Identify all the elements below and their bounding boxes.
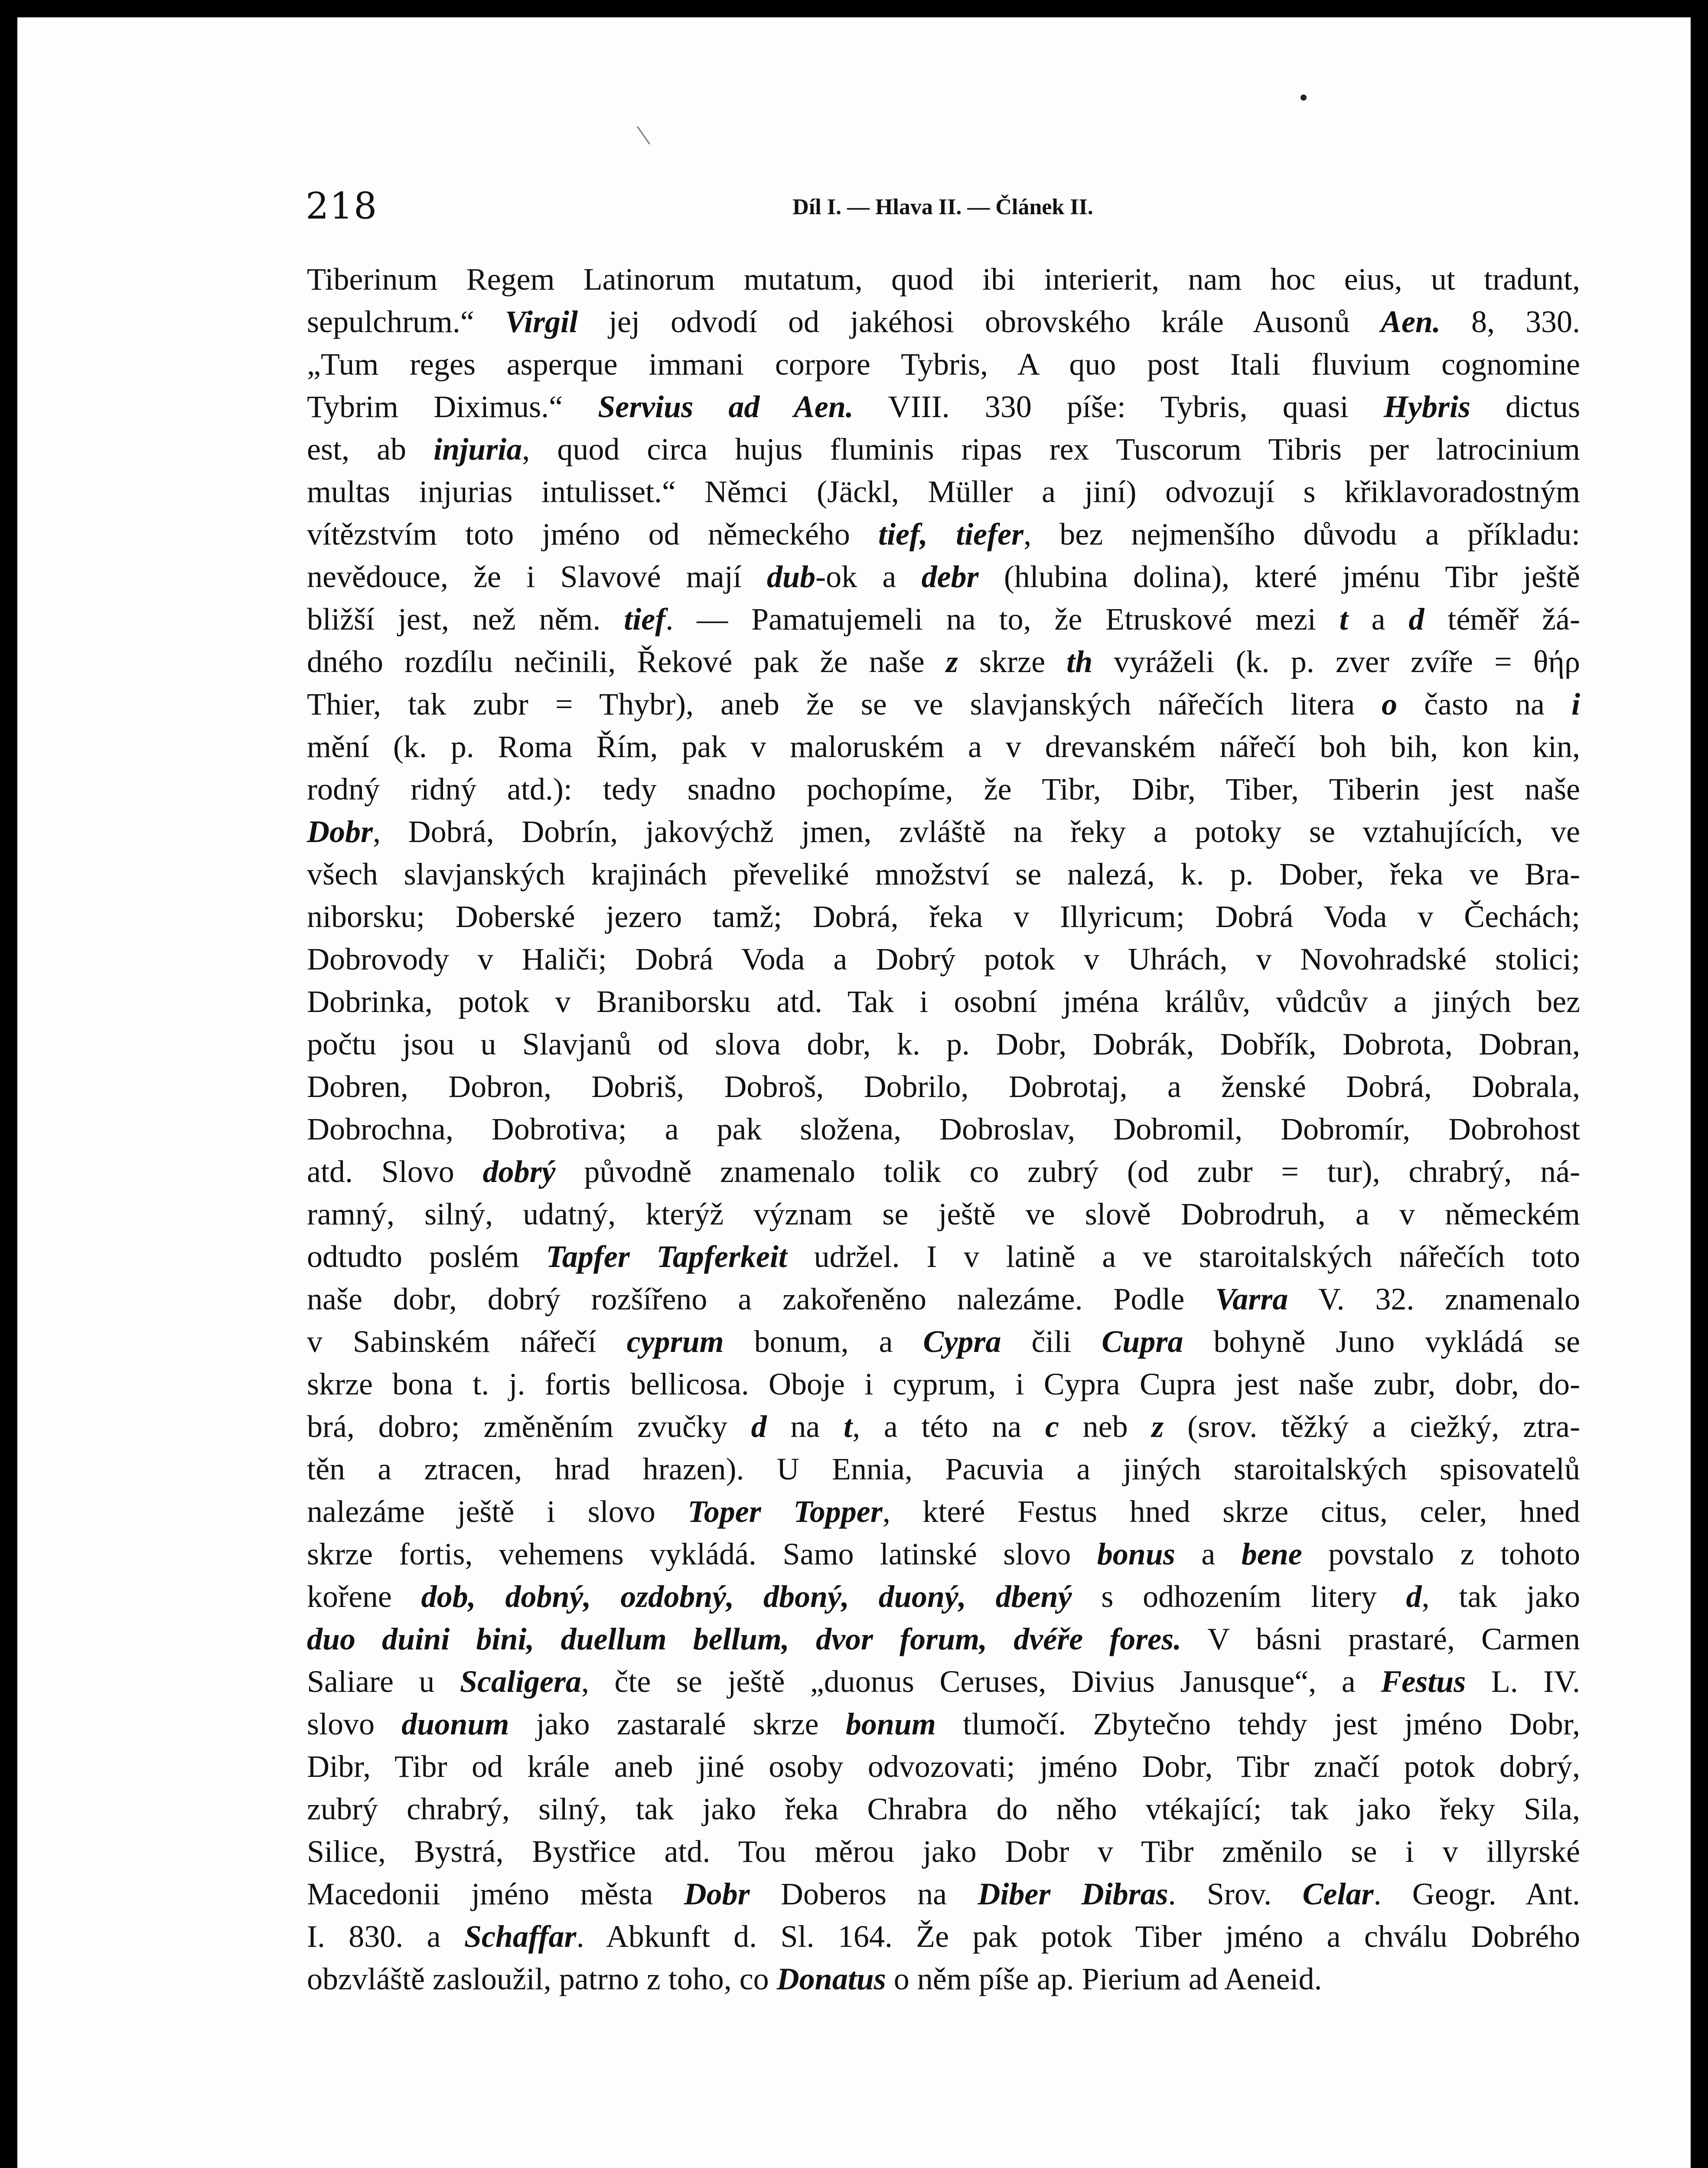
text-run: 8, 330. [1440,304,1581,339]
text-run: ramný, silný, udatný, kterýž význam se ještě ve slově Dobrodruh, a v německém [307,1197,1580,1231]
text-run: povstalo z tohoto [1302,1537,1580,1571]
text-run: . — Pamatujemeli na to, že Etruskové mezi [665,602,1340,637]
text-line [307,343,1580,385]
text-line [307,1065,1580,1108]
text-run: o něm píše ap. Pierium ad Aeneid. [886,1962,1322,1996]
emphasized-text: bonus [1097,1537,1175,1571]
text-line [307,513,1580,555]
text-line [307,1235,1580,1278]
text-line [307,1618,1580,1660]
text-run: jako zastaralé skrze [509,1707,846,1741]
text-run: atd. Slovo [307,1154,483,1189]
text-run: Silice, Bystrá, Bystřice atd. Tou měrou jako Dobr v Tibr změnilo se i v illyrské [307,1834,1580,1869]
text-line [307,810,1580,853]
emphasized-text: Servius ad Aen. [598,389,854,424]
text-run: niborsku; Doberské jezero tamž; Dobrá, řeka v Illyricum; Dobrá Voda v Čechách; [307,899,1580,934]
emphasized-text: t [844,1409,853,1444]
text-run: vyráželi (k. p. zver zvíře = θήρ [1092,644,1580,679]
text-line [307,1490,1580,1533]
text-run: -ok a [815,559,922,594]
text-run: Dobrochna, Dobrotiva; a pak složena, Dobroslav, Dobromil, Dobromír, Dobrohost [307,1112,1580,1146]
text-line [307,470,1580,513]
text-run: nalezáme ještě i slovo [307,1494,688,1529]
text-line [307,1150,1580,1193]
text-run: skrze fortis, vehemens vykládá. Samo latinské slovo [307,1537,1097,1571]
emphasized-text: z [945,644,958,679]
emphasized-text: Schaffar [464,1919,577,1954]
emphasized-text: tief [624,602,666,637]
emphasized-text: dob, dobný, ozdobný, dboný, duoný, dbený [421,1579,1072,1614]
text-run: sepulchrum.“ [307,304,505,339]
text-run: , a této na [852,1409,1045,1444]
emphasized-text: duonum [401,1707,509,1741]
text-run: VIII. 330 píše: Tybris, quasi [853,389,1384,424]
text-line [307,1575,1580,1618]
text-run: . Abkunft d. Sl. 164. Že pak potok Tiber jméno a chválu Dobrého [576,1919,1580,1954]
text-run: skrze [958,644,1067,679]
text-line [307,938,1580,980]
emphasized-text: i [1571,687,1580,722]
text-run: Saliare u [307,1664,460,1699]
text-run: , tak jako [1421,1579,1581,1614]
emphasized-text: bonum [845,1707,936,1741]
emphasized-text: c [1045,1409,1059,1444]
text-run: naše dobr, dobrý rozšířeno a zakořeněno nalezáme. Podle [307,1282,1216,1316]
text-line [307,300,1580,343]
emphasized-text: cyprum [626,1324,724,1359]
emphasized-text: d [1408,602,1424,637]
emphasized-text: t [1339,602,1348,637]
text-run: udržel. I v latině a ve staroitalských nářečích toto [787,1239,1580,1274]
page-number: 218 [306,185,378,227]
text-run: a [1175,1537,1242,1571]
body-text [307,258,1580,2000]
emphasized-text: Cupra [1102,1324,1183,1359]
text-line [307,1745,1580,1788]
text-line [307,768,1580,810]
text-run: „Tum reges asperque immani corpore Tybris, A quo post Itali fluvium cognomine [307,347,1580,382]
text-run: multas injurias intulisset.“ Němci (Jäckl, Müller a jiní) odvozují s křiklavoradostným [307,474,1580,509]
emphasized-text: Celar [1302,1877,1374,1911]
text-line [307,1703,1580,1745]
text-run: bližší jest, než něm. [307,602,624,637]
text-line [307,980,1580,1023]
emphasized-text: Hybris [1383,389,1470,424]
text-run: , čte se ještě „duonus Ceruses, Divius Janusque“, a [581,1664,1381,1699]
text-line [307,1278,1580,1320]
text-run: obzvláště zasloužil, patrno z toho, co [307,1962,777,1996]
emphasized-text: Cypra [923,1324,1001,1359]
text-run: bonum, a [724,1324,923,1359]
text-run: jej odvodí od jakéhosi obrovského krále Ausonů [578,304,1381,339]
text-run: Macedonii jméno města [307,1877,684,1911]
text-run: brá, dobro; změněním zvučky [307,1409,751,1444]
emphasized-text: debr [921,559,979,594]
text-run: . Geogr. Ant. [1373,1877,1581,1911]
emphasized-text: Scaligera [460,1664,581,1699]
text-line [307,1320,1580,1363]
text-run: bohyně Juno vykládá se [1183,1324,1581,1359]
text-line [307,895,1580,938]
text-line [307,385,1580,428]
emphasized-text: Aen. [1380,304,1441,339]
text-run: V básni prastaré, Carmen [1181,1622,1581,1656]
text-run: Thier, tak zubr = Thybr), aneb že se ve slavjanských nářečích litera [307,687,1382,722]
text-line [307,1405,1580,1448]
emphasized-text: tief, tiefer [878,517,1024,552]
paper-scratch [637,126,650,145]
text-run: všech slavjanských krajinách převeliké množství se nalezá, k. p. Dober, řeka ve Bra- [307,857,1580,891]
text-run: (srov. těžký a ciežký, ztra- [1164,1409,1580,1444]
text-run: Tiberinum Regem Latinorum mutatum, quod ibi interierit, nam hoc eius, ut tradunt, [307,262,1580,297]
text-run: Doberos na [750,1877,978,1911]
text-run: V. 32. znamenalo [1288,1282,1581,1316]
text-line [307,1873,1580,1915]
text-line [307,598,1580,640]
text-run: dictus [1470,389,1581,424]
emphasized-text: Diber Dibras [978,1877,1168,1911]
text-line [307,1788,1580,1830]
text-line [307,725,1580,768]
emphasized-text: Dobr [684,1877,750,1911]
text-run: a [1348,602,1409,637]
ink-speck [1301,95,1307,101]
text-run: čili [1001,1324,1102,1359]
text-run: Dobrovody v Haliči; Dobrá Voda a Dobrý potok v Uhrách, v Novohradské stolici; [307,942,1580,976]
running-head: Díl I. — Hlava II. — Článek II. [792,195,1093,219]
text-run: skrze bona t. j. fortis bellicosa. Oboje i cyprum, i Cypra Cupra jest naše zubr, dobr, do- [307,1367,1580,1401]
text-run: zubrý chrabrý, silný, tak jako řeka Chrabra do něho vtékající; tak jako řeky Sila, [307,1792,1580,1826]
text-run: , bez nejmenšího důvodu a příkladu: [1023,517,1581,552]
text-run: neb [1059,1409,1152,1444]
text-run: . Srov. [1168,1877,1303,1911]
text-run: , quod circa hujus fluminis ripas rex Tuscorum Tibris per latrocinium [522,432,1581,467]
emphasized-text: Virgil [505,304,578,339]
emphasized-text: Festus [1381,1664,1466,1699]
text-run: Dibr, Tibr od krále aneb jiné osoby odvozovati; jméno Dobr, Tibr značí potok dobrý, [307,1749,1580,1784]
text-line [307,1660,1580,1703]
emphasized-text: z [1151,1409,1164,1444]
text-line [307,1363,1580,1405]
text-line [307,1193,1580,1235]
text-line [307,428,1580,470]
text-run: téměř žá- [1424,602,1580,637]
emphasized-text: Donatus [776,1962,886,1996]
text-run: nevědouce, že i Slavové mají [307,559,767,594]
emphasized-text: o [1382,687,1398,722]
emphasized-text: Tapfer Tapferkeit [546,1239,787,1274]
text-run: slovo [307,1707,402,1741]
text-line [307,1958,1580,2000]
text-line [307,1533,1580,1575]
text-run: L. IV. [1466,1664,1580,1699]
text-run: původně znamenalo tolik co zubrý (od zubr = tur), chrabrý, ná- [555,1154,1581,1189]
emphasized-text: d [1406,1579,1422,1614]
text-run: dného rozdílu nečinili, Řekové pak že naše [307,644,946,679]
text-run: často na [1397,687,1571,722]
text-run: Tybrim Diximus.“ [307,389,598,424]
emphasized-text: th [1066,644,1093,679]
emphasized-text: bene [1241,1537,1302,1571]
text-run: na [766,1409,844,1444]
text-run: s odhozením litery [1072,1579,1406,1614]
emphasized-text: d [751,1409,767,1444]
text-run: těn a ztracen, hrad hrazen). U Ennia, Pacuvia a jiných staroitalských spisovatelů [307,1452,1580,1486]
emphasized-text: Varra [1215,1282,1288,1316]
text-run: kořene [307,1579,421,1614]
text-run: mění (k. p. Roma Řím, pak v maloruském a v drevanském nářečí boh bih, kon kin, [307,729,1580,764]
text-line [307,1023,1580,1065]
text-run: odtudto poslém [307,1239,546,1274]
text-run: tlumočí. Zbytečno tehdy jest jméno Dobr, [935,1707,1581,1741]
text-line [307,1830,1580,1873]
text-run: počtu jsou u Slavjanů od slova dobr, k. p. Dobr, Dobrák, Dobřík, Dobrota, Dobran, [307,1027,1580,1061]
emphasized-text: injuria [434,432,522,467]
text-run: vítězstvím toto jméno od německého [307,517,878,552]
emphasized-text: Dobr [307,814,373,849]
text-line [307,853,1580,895]
text-run: , které Festus hned skrze citus, celer, hned [882,1494,1581,1529]
text-run: rodný ridný atd.): tedy snadno pochopíme, že Tibr, Dibr, Tiber, Tiberin jest naše [307,772,1580,806]
text-line [307,1448,1580,1490]
text-run: , Dobrá, Dobrín, jakovýchž jmen, zvláště na řeky a potoky se vztahujících, ve [373,814,1580,849]
text-line [307,1915,1580,1958]
book-page [17,17,1691,2168]
emphasized-text: dub [767,559,816,594]
text-line [307,1108,1580,1150]
text-run: est, ab [307,432,434,467]
text-run: v Sabinském nářečí [307,1324,627,1359]
text-line [307,258,1580,300]
page-header [306,182,1580,243]
emphasized-text: dobrý [482,1154,556,1189]
text-run: I. 830. a [307,1919,464,1954]
text-line [307,640,1580,683]
text-run: (hlubina dolina), které jménu Tibr ještě [978,559,1581,594]
text-run: Dobrinka, potok v Braniborsku atd. Tak i osobní jména králův, vůdcův a jiných bez [307,984,1580,1019]
emphasized-text: Toper Topper [688,1494,883,1529]
text-line [307,683,1580,725]
text-line [307,555,1580,598]
emphasized-text: duo duini bini, duellum bellum, dvor forum, dvéře fores. [307,1622,1182,1656]
text-run: Dobren, Dobron, Dobriš, Dobroš, Dobrilo, Dobrotaj, a ženské Dobrá, Dobrala, [307,1069,1580,1104]
